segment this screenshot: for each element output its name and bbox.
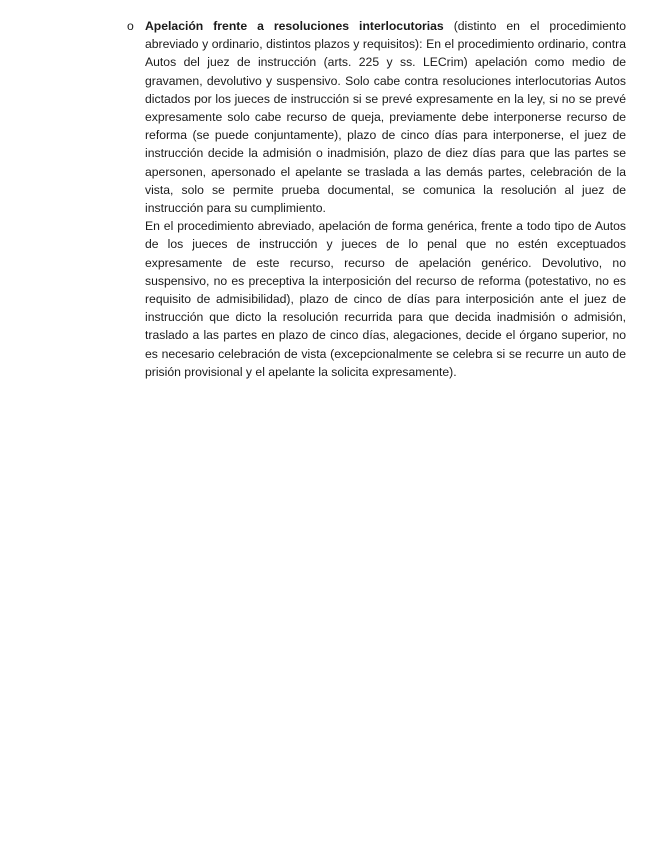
list-bullet: o xyxy=(127,19,134,33)
list-item-content xyxy=(145,17,626,381)
paragraph-ordinary-procedure xyxy=(145,17,626,217)
paragraph-1-text: (distinto en el procedimiento abreviado y ordinario, distintos plazos y requisitos): En el procedimiento ordinario, contra Autos del juez de instrucción (arts. 225 y ss. LECrim) apelación como medio de gravamen, devolutivo y suspensivo. Solo cabe contra resoluciones interlocutorias Autos dictados por los jueces de instrucción si se prevé expresamente en la ley, si no se prevé expresamente solo cabe recurso de queja, previamente debe interponerse recurso de reforma (se puede conjuntamente), plazo de cinco días para interponerse, el juez de instrucción decide la admisión o inadmisión, plazo de diez días para que las partes se apersonen, apersonado el apelante se traslada a las demás partes, celebración de la vista, solo se permite prueba documental, se comunica la resolución al juez de instrucción para su cumplimiento. xyxy=(145,19,626,216)
paragraph-abbreviated-procedure: En el procedimiento abreviado, apelación de forma genérica, frente a todo tipo de Autos de los jueces de instrucción y jueces de lo penal que no estén exceptuados expresamente de este recurso, recurso de apelación genérico. Devolutivo, no suspensivo, no es preceptiva la interposición del recurso de reforma (potestativo, no es requisito de admisibilidad), plazo de cinco de días para interposición ante el juez de instrucción que dicto la resolución recurrida para que decida inadmisión o admisión, traslado a las partes en plazo de cinco días, alegaciones, decide el órgano superior, no es necesario celebración de vista (excepcionalmente se celebra si se recurre un auto de prisión provisional y el apelante la solicita expresamente). xyxy=(145,219,626,379)
item-heading: Apelación frente a resoluciones interlocutorias xyxy=(145,19,444,33)
